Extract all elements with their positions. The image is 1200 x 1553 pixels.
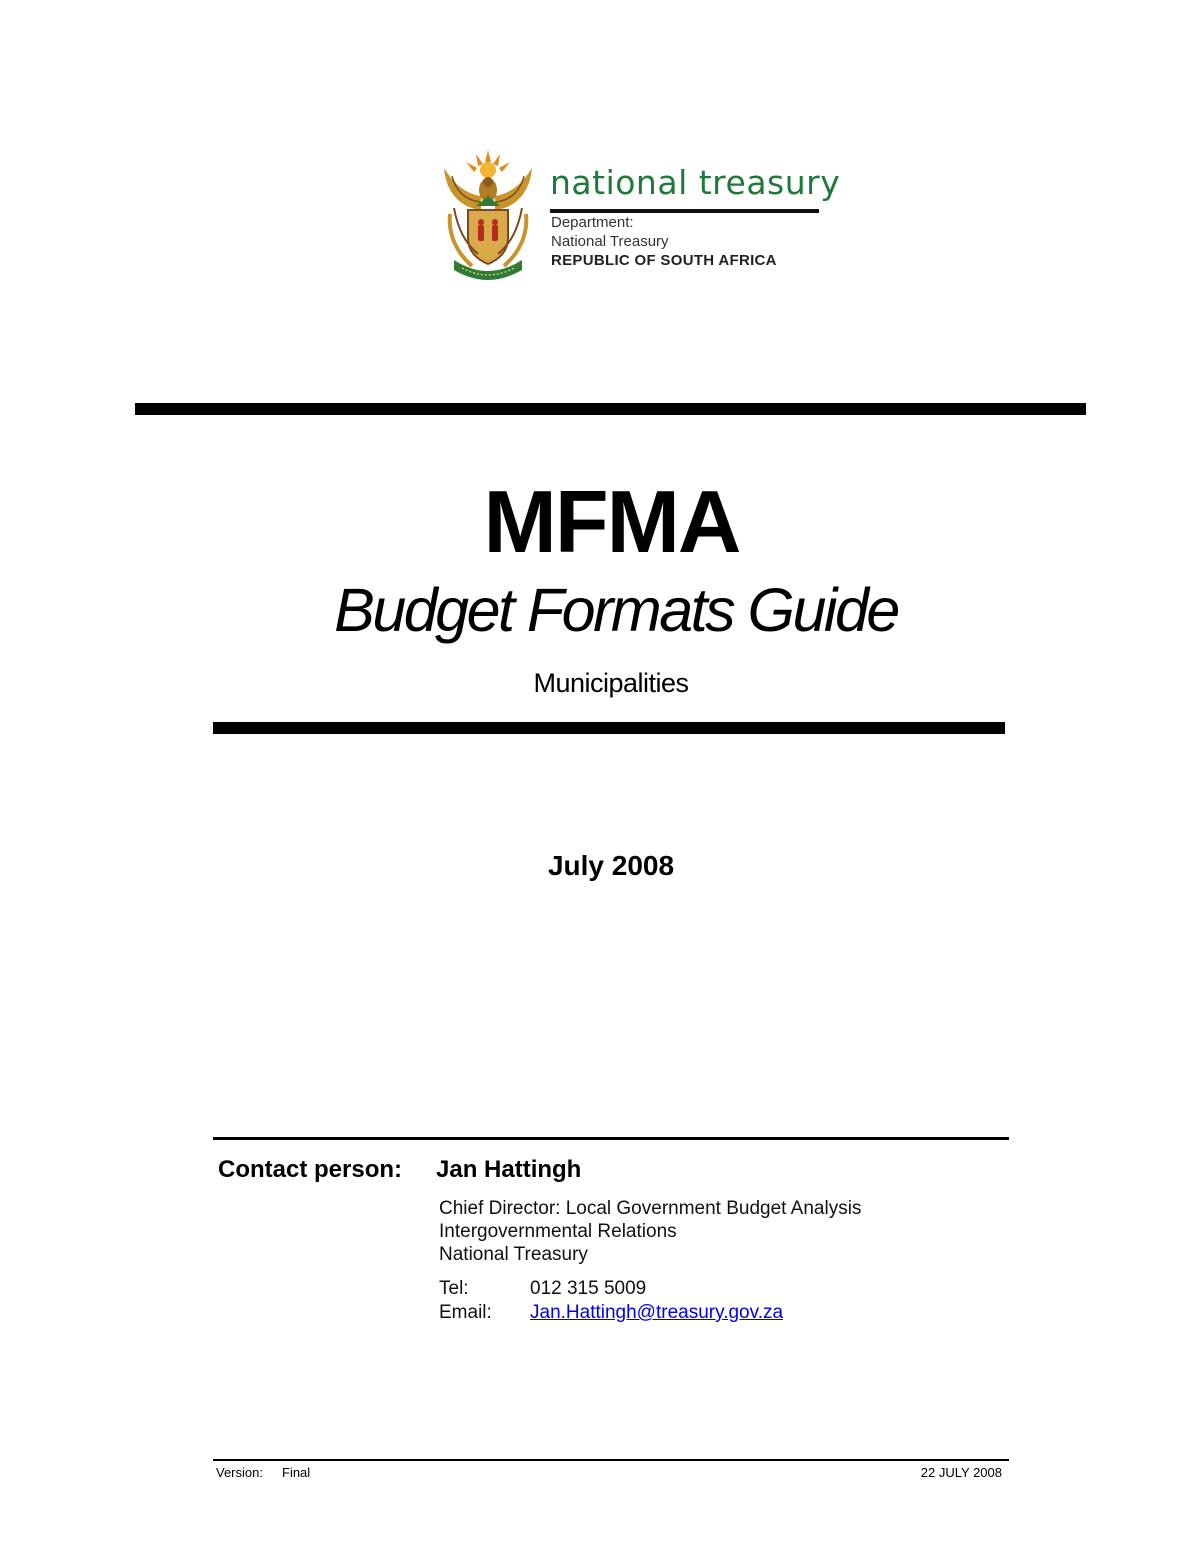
contact-label: Contact person: xyxy=(218,1156,403,1183)
document-audience: Municipalities xyxy=(533,668,689,698)
footer-date: 22 JULY 2008 xyxy=(920,1465,1002,1480)
email-link[interactable]: Jan.Hattingh@treasury.gov.za xyxy=(530,1302,784,1323)
document-date: July 2008 xyxy=(547,850,675,881)
footer-divider xyxy=(213,1459,1009,1461)
top-divider-bar xyxy=(135,403,1086,415)
logo-department-name: National Treasury xyxy=(551,233,669,250)
tel-value: 012 315 5009 xyxy=(530,1278,647,1299)
document-subtitle: Budget Formats Guide xyxy=(334,576,898,644)
contact-divider xyxy=(213,1137,1009,1140)
footer-version-value: Final xyxy=(282,1465,311,1480)
email-label: Email: xyxy=(439,1302,492,1323)
contact-role: Chief Director: Local Government Budget Analysis xyxy=(439,1198,862,1219)
logo-divider xyxy=(550,209,819,213)
logo-department-label: Department: xyxy=(551,214,634,231)
tel-label: Tel: xyxy=(439,1278,469,1299)
contact-unit: Intergovernmental Relations xyxy=(439,1221,677,1242)
contact-organization: National Treasury xyxy=(439,1244,588,1265)
coat-of-arms-icon xyxy=(436,148,540,280)
contact-name: Jan Hattingh xyxy=(436,1156,582,1183)
document-title: MFMA xyxy=(483,472,740,571)
middle-divider-bar xyxy=(213,722,1005,734)
logo-title: national treasury xyxy=(550,163,841,202)
footer-version-label: Version: xyxy=(216,1465,263,1480)
logo-country: REPUBLIC OF SOUTH AFRICA xyxy=(551,252,777,269)
